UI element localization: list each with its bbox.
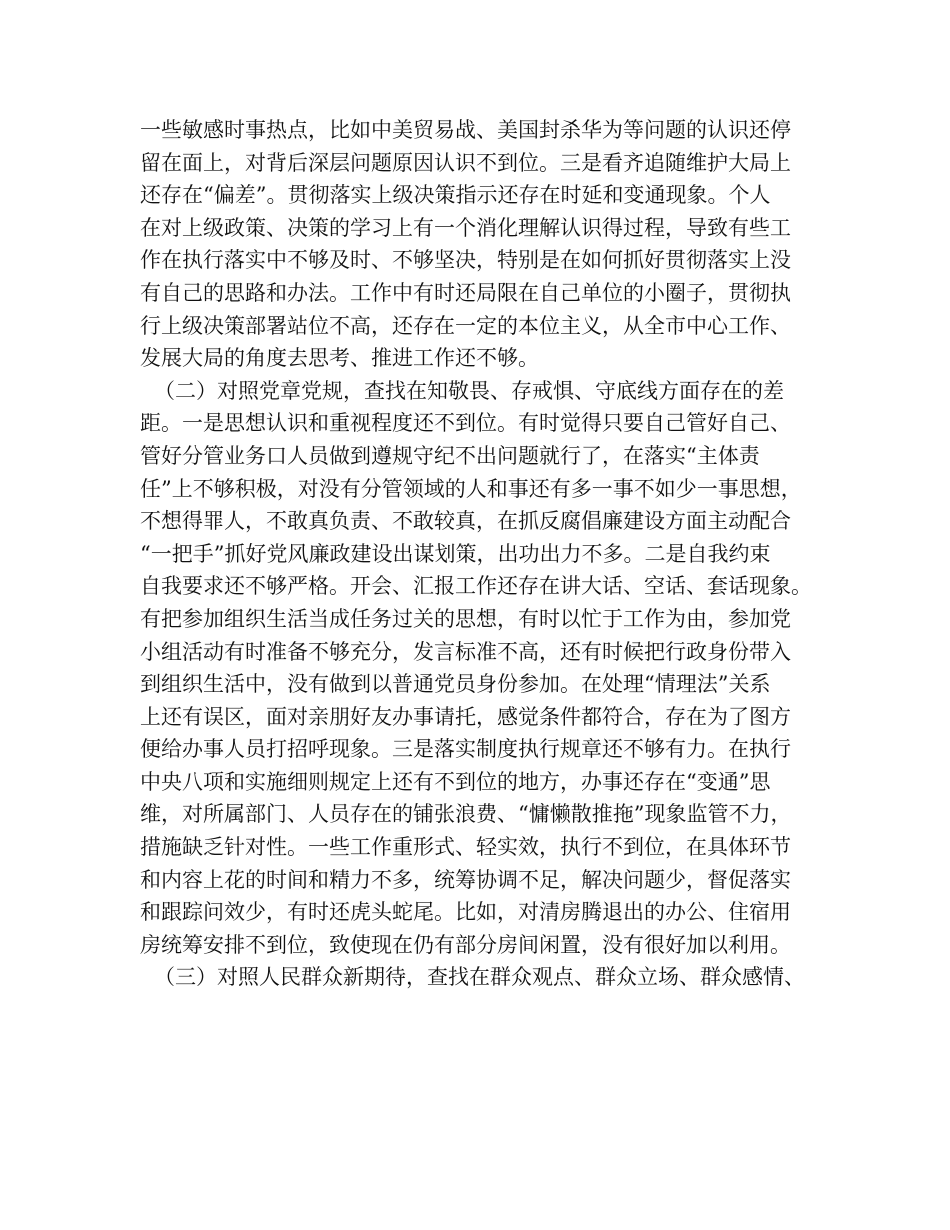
text-line: 维，对所属部门、人员存在的铺张浪费、“慵懒散推拖”现象监管不力，: [140, 802, 792, 827]
text-line: 和跟踪问效少，有时还虎头蛇尾。比如，对清房腾退出的办公、住宿用: [140, 900, 791, 925]
text-line: 管好分管业务口人员做到遵规守纪不出问题就行了，在落实“主体责: [140, 443, 760, 468]
section-heading-line: （三）对照人民群众新期待，查找在群众观点、群众立场、群众感情、: [154, 965, 805, 990]
text-line: 还存在“偏差”。贯彻落实上级决策指示还存在时延和变通现象。个人: [140, 183, 771, 208]
text-line: 行上级决策部署站位不高，还存在一定的本位主义，从全市中心工作、: [140, 313, 791, 338]
text-line: 和内容上花的时间和精力不多，统筹协调不足，解决问题少，督促落实: [140, 867, 791, 892]
text-line: 在对上级政策、决策的学习上有一个消化理解认识得过程，导致有些工: [140, 215, 791, 240]
text-line: 距。一是思想认识和重视程度还不到位。有时觉得只要自己管好自己、: [140, 411, 791, 436]
text-line: 有把参加组织生活当成任务过关的思想，有时以忙于工作为由，参加党: [140, 606, 791, 631]
text-line: 一些敏感时事热点，比如中美贸易战、美国封杀华为等问题的认识还停: [140, 118, 791, 142]
text-line: 中央八项和实施细则规定上还有不到位的地方，办事还存在“变通”思: [140, 769, 771, 794]
text-line: 发展大局的角度去思考、推进工作还不够。: [140, 346, 539, 371]
body-text: [140, 114, 830, 994]
section-heading-line: （二）对照党章党规，查找在知敬畏、存戒惧、守底线方面存在的差: [154, 378, 784, 403]
text-line: 任”上不够积极，对没有分管领域的人和事还有多一事不如少一事思想，: [140, 476, 802, 501]
text-line: 留在面上，对背后深层问题原因认识不到位。三是看齐追随维护大局上: [140, 150, 791, 175]
text-line: 措施缺乏针对性。一些工作重形式、轻实效，执行不到位，在具体环节: [140, 835, 791, 860]
text-line: 房统筹安排不到位，致使现在仍有部分房间闲置，没有很好加以利用。: [140, 932, 791, 957]
text-line: 上还有误区，面对亲朋好友办事请托，感觉条件都符合，存在为了图方: [140, 704, 791, 729]
text-line: “一把手”抓好党风廉政建设出谋划策，出功出力不多。二是自我约束: [140, 541, 771, 566]
text-line: 便给办事人员打招呼现象。三是落实制度执行规章还不够有力。在执行: [140, 737, 791, 762]
text-line: 小组活动有时准备不够充分，发言标准不高，还有时候把行政身份带入: [140, 639, 791, 664]
text-line: 作在执行落实中不够及时、不够坚决，特别是在如何抓好贯彻落实上没: [140, 248, 791, 273]
text-line: 不想得罪人，不敢真负责、不敢较真，在抓反腐倡廉建设方面主动配合: [140, 509, 791, 534]
text-line: 到组织生活中，没有做到以普通党员身份参加。在处理“情理法”关系: [140, 672, 771, 697]
text-line: 自我要求还不够严格。开会、汇报工作还存在讲大话、空话、套话现象。: [140, 574, 812, 599]
text-line: 有自己的思路和办法。工作中有时还局限在自己单位的小圈子，贯彻执: [140, 280, 791, 305]
